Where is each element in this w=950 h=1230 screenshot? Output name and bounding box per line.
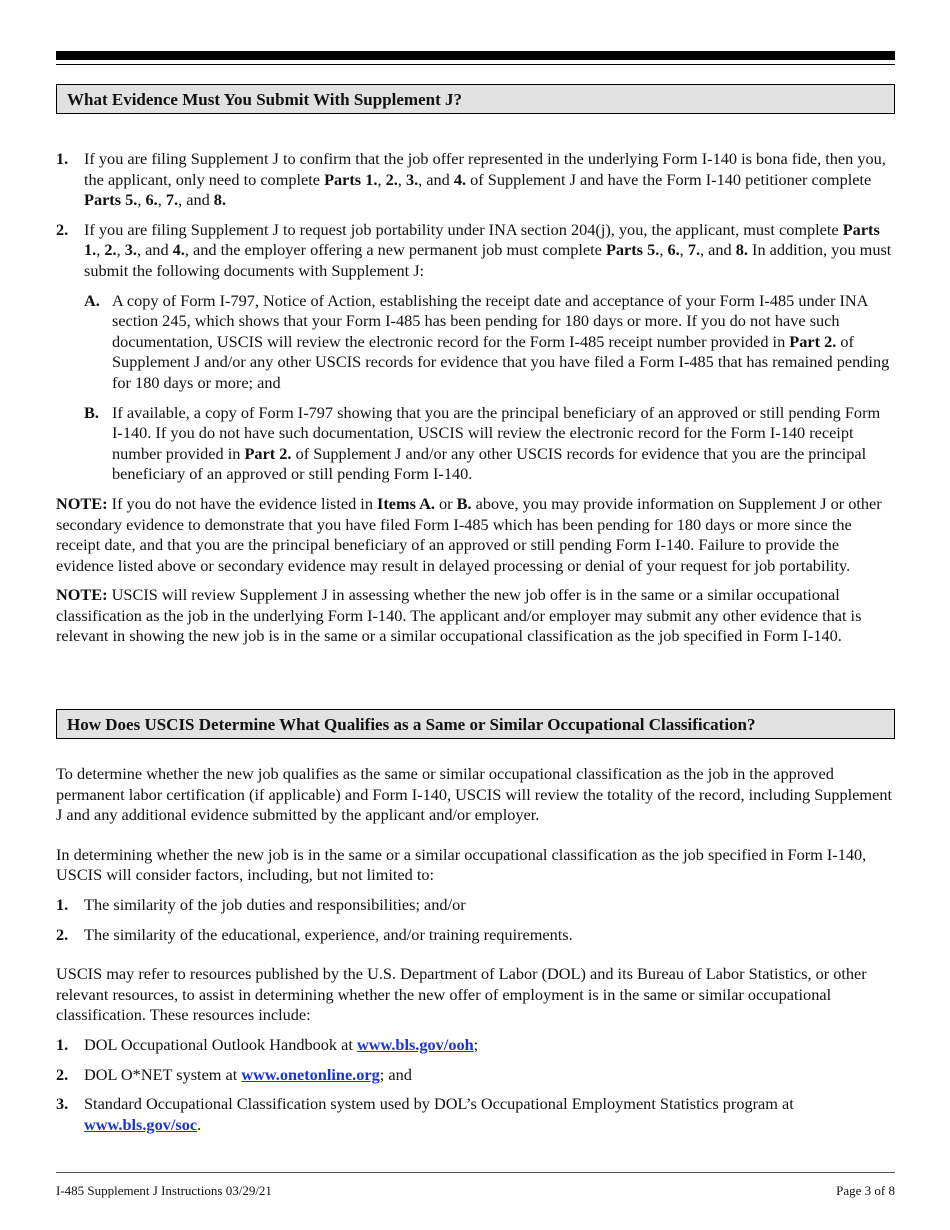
item-number: 2. [56, 219, 69, 239]
resources-intro: USCIS may refer to resources published by the U.S. Department of Labor (DOL) and its Bureau of Labor Statistics, or other relevant resources, to assist in determining whether the new offer of employment is in the same or similar occupational classification. These resources include: [56, 964, 867, 1025]
subitem-letter: B. [84, 402, 99, 422]
item-text: DOL O*NET system at www.onetonline.org; and [84, 1064, 412, 1084]
item-number: 3. [56, 1094, 69, 1114]
section-classification-body [56, 764, 895, 1135]
item-number: 1. [56, 894, 69, 914]
factor-item-1 [56, 895, 895, 916]
footer-rule [56, 1172, 895, 1173]
section-heading-classification: How Does USCIS Determine What Qualifies as a Same or Similar Occupational Classification? [56, 709, 895, 739]
item-text: If you are filing Supplement J to request job portability under INA section 204(j), you, the applicant, must complete Parts 1., 2., 3., and 4., and the employer offering a new permanent job must complete Parts 5., 6., 7., and 8. In addition, you must submit the following documents with Supplement J: [84, 219, 892, 280]
item-text: The similarity of the educational, experience, and/or training requirements. [84, 924, 573, 944]
section-heading-evidence: What Evidence Must You Submit With Supplement J? [56, 84, 895, 114]
link-bls-soc[interactable]: www.bls.gov/soc [84, 1114, 198, 1134]
item-text: If you are filing Supplement J to confirm that the job offer represented in the underlying Form I-140 is bona fide, then you, the applicant, only need to complete Parts 1., 2., 3., and 4. of Supplement J and have the Form I-140 petitioner complete Parts 5., 6., 7., and 8. [84, 149, 886, 210]
evidence-item-2 [56, 220, 895, 282]
item-text: DOL Occupational Outlook Handbook at www.bls.gov/ooh; [84, 1034, 479, 1054]
subitem-text: A copy of Form I-797, Notice of Action, establishing the receipt date and acceptance of your Form I-485 under INA section 245, which shows that your Form I-485 has been pending for 180 days or more. If you do not have such documentation, USCIS will review the electronic record for the Form I-485 receipt number provided in Part 2. of Supplement J and/or any other USCIS records for evidence that you have filed a Form I-485 that has remained pending for 180 days or more; and [112, 290, 890, 392]
resource-item-2 [56, 1065, 895, 1086]
note-occupational-review: NOTE: USCIS will review Supplement J in assessing whether the new job offer is in the same or a similar occupational classification as the job in the underlying Form I-140. The applicant and/or employer may submit any other evidence that is relevant in showing the new job is in the same or a similar occupational classification as the job specified in Form I-140. [56, 585, 862, 646]
footer-page-number: Page 3 of 8 [836, 1183, 895, 1198]
note-evidence-alternatives: NOTE: If you do not have the evidence listed in Items A. or B. above, you may provide information on Supplement J or other secondary evidence to demonstrate that you have filed Form I-485 which has been pending for 180 days or more since the receipt date, and that you are the principal beneficiary of an approved or still pending Form I-140. Failure to provide the evidence listed above or secondary evidence may result in delayed processing or denial of your request for job portability. [56, 493, 882, 575]
item-number: 2. [56, 924, 69, 944]
section-evidence-body [56, 149, 895, 647]
classification-factors-intro: In determining whether the new job is in the same or a similar occupational classification as the job specified in Form I-140, USCIS will consider factors, including, but not limited to: [56, 844, 867, 885]
evidence-subitem-a [56, 291, 895, 394]
subitem-letter: A. [84, 290, 100, 310]
resource-item-3 [56, 1094, 895, 1135]
item-number: 2. [56, 1064, 69, 1084]
evidence-item-1 [56, 149, 895, 211]
footer-form-id: I-485 Supplement J Instructions 03/29/21 [56, 1183, 272, 1198]
item-number: 1. [56, 149, 69, 168]
classification-intro: To determine whether the new job qualifies as the same or similar occupational classification as the job in the approved permanent labor certification (if applicable) and Form I-140, USCIS will review the totality of the record, including Supplement J and any additional evidence submitted by the applicant and/or employer. [56, 764, 892, 825]
top-thick-rule [56, 51, 895, 60]
factor-item-2 [56, 925, 895, 946]
subitem-text: If available, a copy of Form I-797 showing that you are the principal beneficiary of an approved or still pending Form I-140. If you do not have such documentation, USCIS will review the electronic record for the Form I-140 receipt number provided in Part 2. of Supplement J and/or any other USCIS records for evidence that you are the principal beneficiary of an approved or still pending Form I-140. [112, 402, 881, 484]
link-onetonline[interactable]: www.onetonline.org [241, 1064, 380, 1084]
resource-item-1 [56, 1035, 895, 1056]
link-bls-ooh[interactable]: www.bls.gov/ooh [356, 1034, 474, 1054]
top-thin-rule [56, 64, 895, 65]
item-text: Standard Occupational Classification system used by DOL’s Occupational Employment Statistics program at www.bls.gov/soc. [84, 1094, 794, 1134]
evidence-subitem-b [56, 403, 895, 485]
item-text: The similarity of the job duties and responsibilities; and/or [84, 894, 466, 914]
item-number: 1. [56, 1034, 69, 1054]
